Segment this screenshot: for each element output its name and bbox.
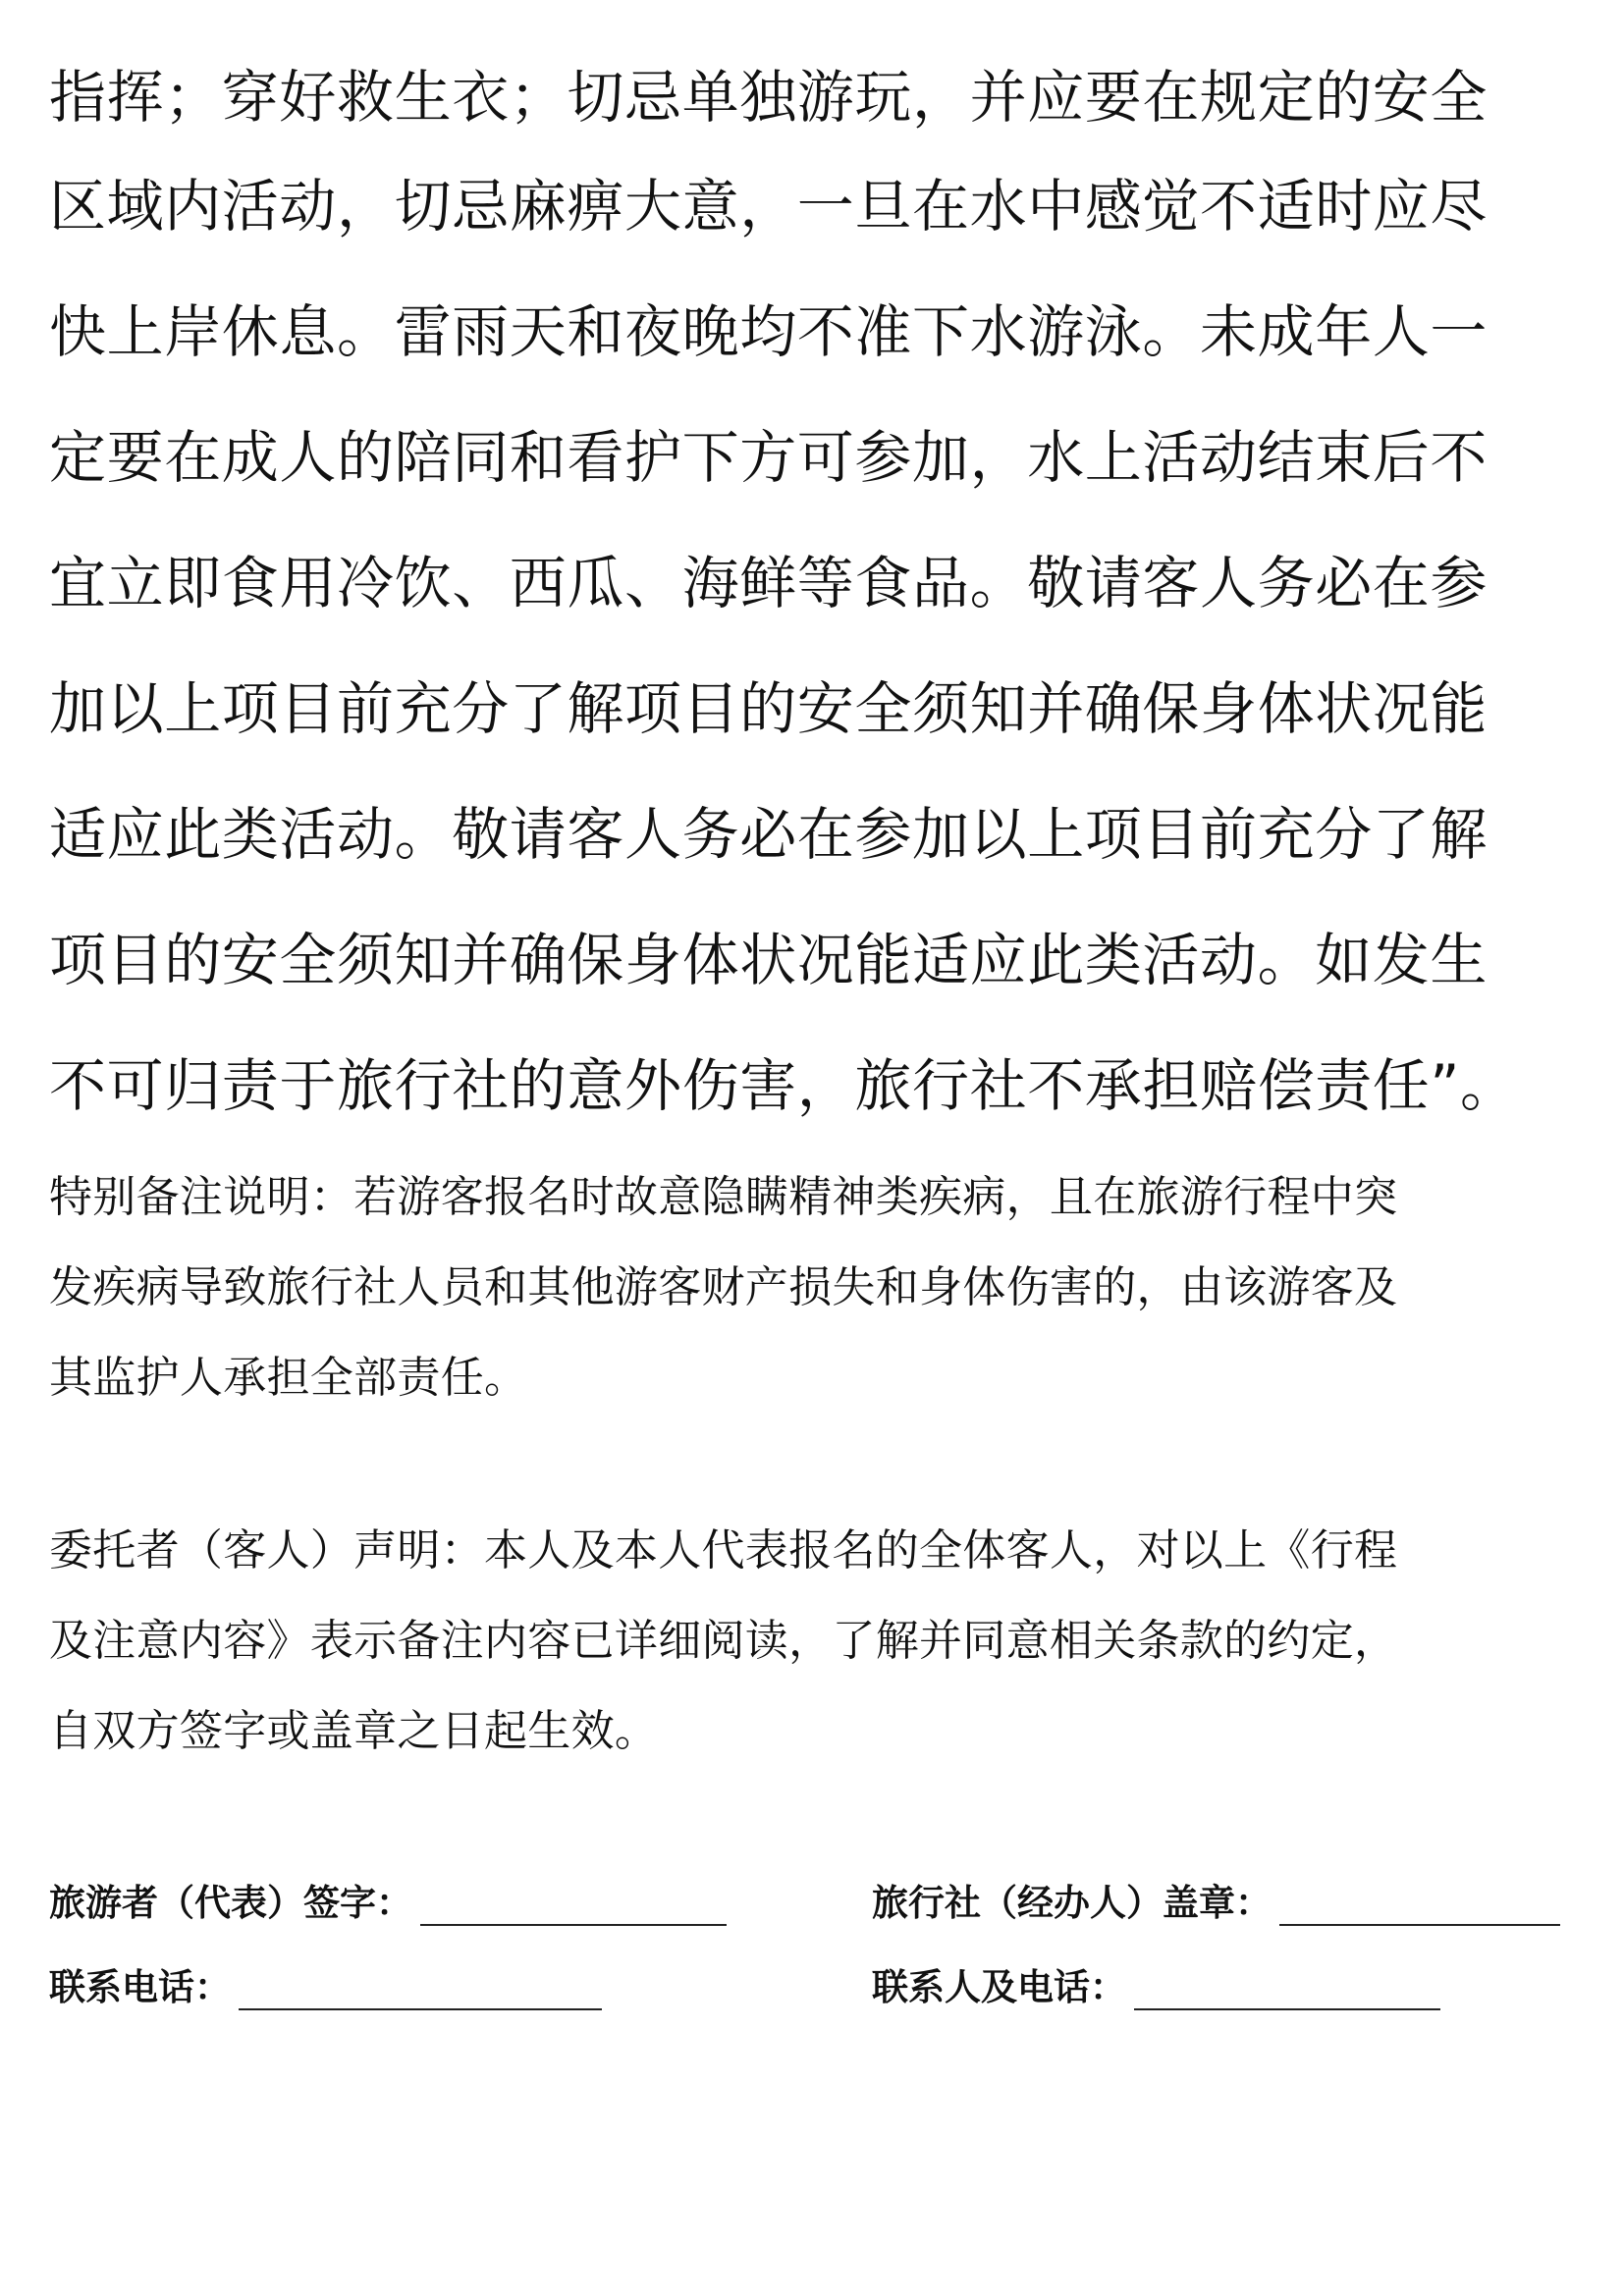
tourist-phone-label: 联系电话： xyxy=(49,1966,231,2008)
agency-contact-line[interactable] xyxy=(1134,1965,1440,2010)
contact-row xyxy=(49,1955,1591,2014)
safety-text-line: 加以上项目前充分了解项目的安全须知并确保身体状况能 xyxy=(49,675,1489,742)
tourist-signature-label: 旅游者（代表）签字： xyxy=(49,1882,412,1924)
declaration-block xyxy=(49,1506,1591,1777)
agency-seal-field xyxy=(872,1871,1560,1926)
document-page xyxy=(49,0,1591,2067)
safety-text-line: 不可归责于旅行社的意外伤害，旅行社不承担赔偿责任”。 xyxy=(49,1052,1518,1119)
agency-contact-label: 联系人及电话： xyxy=(872,1966,1126,2008)
signature-section xyxy=(49,1871,1591,2067)
safety-text-block xyxy=(49,51,1591,1148)
special-note-line: 特别备注说明：若游客报名时故意隐瞒精神类疾病，且在旅游行程中突 xyxy=(49,1172,1398,1222)
declaration-line: 委托者（客人）声明：本人及本人代表报名的全体客人，对以上《行程 xyxy=(49,1525,1398,1575)
safety-text-line: 适应此类活动。敬请客人务必在参加以上项目前充分了解 xyxy=(49,801,1489,868)
special-note-block xyxy=(49,1152,1591,1423)
signature-row xyxy=(49,1871,1591,1930)
agency-contact-field xyxy=(872,1955,1440,2010)
safety-text-line: 区域内活动，切忌麻痹大意，一旦在水中感觉不适时应尽 xyxy=(49,173,1489,240)
tourist-phone-line[interactable] xyxy=(239,1965,602,2010)
declaration-line: 自双方签字或盖章之日起生效。 xyxy=(49,1706,659,1756)
declaration-line: 及注意内容》表示备注内容已详细阅读，了解并同意相关条款的约定， xyxy=(49,1616,1398,1666)
special-note-line: 发疾病导致旅行社人员和其他游客财产损失和身体伤害的，由该游客及 xyxy=(49,1262,1398,1312)
safety-text-line: 快上岸休息。雷雨天和夜晚均不准下水游泳。未成年人一 xyxy=(49,298,1489,365)
safety-text-line: 宜立即食用冷饮、西瓜、海鲜等食品。敬请客人务必在参 xyxy=(49,550,1489,616)
safety-text-line: 定要在成人的陪同和看护下方可参加，水上活动结束后不 xyxy=(49,424,1489,491)
tourist-phone-field xyxy=(49,1955,602,2010)
special-note-line: 其监护人承担全部责任。 xyxy=(49,1353,528,1403)
tourist-signature-line[interactable] xyxy=(420,1881,727,1926)
safety-text-line: 项目的安全须知并确保身体状况能适应此类活动。如发生 xyxy=(49,927,1489,993)
agency-seal-line[interactable] xyxy=(1279,1881,1560,1926)
agency-seal-label: 旅行社（经办人）盖章： xyxy=(872,1882,1272,1924)
safety-text-line: 指挥；穿好救生衣；切忌单独游玩，并应要在规定的安全 xyxy=(49,64,1489,131)
tourist-signature-field xyxy=(49,1871,727,1926)
